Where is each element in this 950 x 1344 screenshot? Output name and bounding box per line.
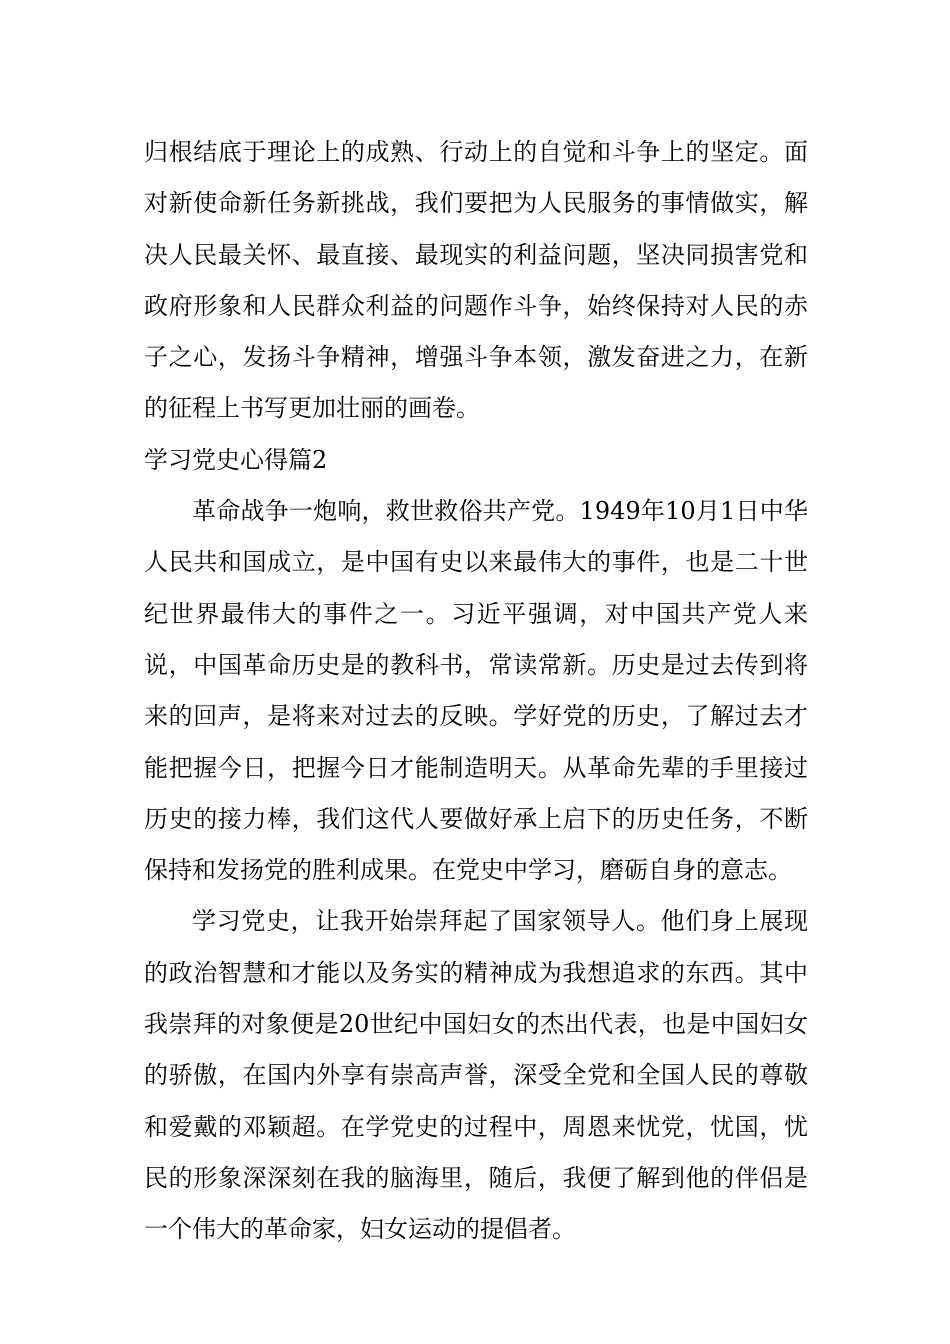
section-heading: 学习党史心得篇2 (144, 445, 328, 474)
paragraph-2: 学习党史，让我开始崇拜起了国家领导人。他们身上展现的政治智慧和才能以及务实的精神成为我想追求的东西。其中我崇拜的对象便是20世纪中国妇女的杰出代表，也是中国妇女的骄傲，在国内外享有崇高声誉，深受全党和全国人民的尊敬和爱戴的邓颖超。在学党史的过程中，周恩来忧党，忧国，忧民的形象深深刻在我的脑海里，随后，我便了解到他的伴侣是一个伟大的革命家，妇女运动的提倡者。 (144, 907, 808, 1244)
document-body (144, 127, 808, 1256)
paragraph-continued: 归根结底于理论上的成熟、行动上的自觉和斗争上的坚定。面对新使命新任务新挑战，我们要把为人民服务的事情做实，解决人民最关怀、最直接、最现实的利益问题，坚决同损害党和政府形象和人民群众利益的问题作斗争，始终保持对人民的赤子之心，发扬斗争精神，增强斗争本领，激发奋进之力，在新的征程上书写更加壮丽的画卷。 (144, 138, 808, 423)
paragraph-1: 革命战争一炮响，救世救俗共产党。1949年10月1日中华人民共和国成立，是中国有史以来最伟大的事件，也是二十世纪世界最伟大的事件之一。习近平强调，对中国共产党人来说，中国革命历史是的教科书，常读常新。历史是过去传到将来的回声，是将来对过去的反映。学好党的历史，了解过去才能把握今日，把握今日才能制造明天。从革命先辈的手里接过历史的接力棒，我们这代人要做好承上启下的历史任务，不断保持和发扬党的胜利成果。在党史中学习，磨砺自身的意志。 (144, 497, 808, 885)
